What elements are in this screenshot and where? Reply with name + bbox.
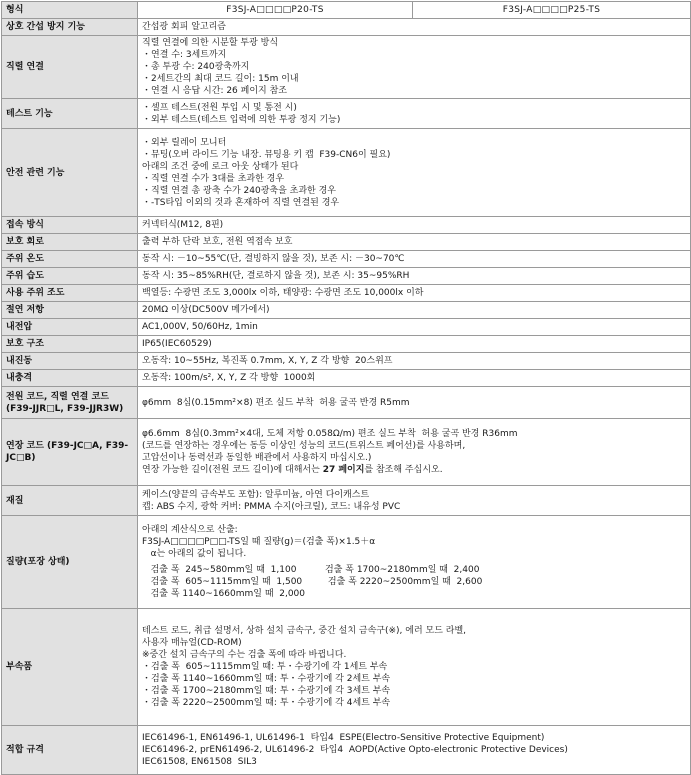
spec-row — [2, 285, 691, 302]
spec-row — [2, 726, 691, 775]
spec-line: ※중간 설치 금속구의 수는 검출 폭에 따라 바뀝니다. — [142, 650, 347, 660]
spec-line: 오동작: 10~55Hz, 복진폭 0.7mm, X, Y, Z 각 방향 20스위프 — [142, 356, 393, 366]
spec-value — [138, 486, 691, 516]
spec-value — [138, 251, 691, 268]
spec-line: 커넥터식(M12, 8핀) — [142, 220, 224, 230]
spec-label: 질량(포장 상태) — [2, 516, 138, 609]
spec-line: IEC61508, EN61508 SIL3 — [142, 757, 257, 767]
spec-value — [138, 319, 691, 336]
spec-label: 내전압 — [2, 319, 138, 336]
spec-row — [2, 387, 691, 419]
spec-label: 연장 코드 (F39-JC□A, F39-JC□B) — [2, 419, 138, 486]
spec-value — [138, 419, 691, 486]
spec-row — [2, 486, 691, 516]
spec-value — [138, 302, 691, 319]
spec-line: ・연결 시 응답 시간: 26 페이지 참조 — [142, 86, 287, 96]
spec-label: 주위 온도 — [2, 251, 138, 268]
spec-value — [138, 217, 691, 234]
spec-label: 접속 방식 — [2, 217, 138, 234]
spec-value — [138, 99, 691, 129]
spec-row — [2, 36, 691, 99]
spec-line: 테스트 로드, 취급 설명서, 상하 설치 금속구, 중간 설치 금속구(※), 에러 모드 라벨, — [142, 626, 467, 636]
spec-value — [138, 516, 691, 609]
spec-label: 내충격 — [2, 370, 138, 387]
spec-value — [138, 609, 691, 726]
spec-line: ・검출 폭 1700~2180mm일 때: 투・수광기에 각 3세트 부속 — [142, 686, 391, 696]
spec-row — [2, 370, 691, 387]
spec-line: 캡: ABS 수지, 광학 커버: PMMA 수지(아크릴), 코드: 내유성 PVC — [142, 501, 401, 512]
spec-row — [2, 609, 691, 726]
spec-line: 동작 시: 35~85%RH(단, 결로하지 않을 것), 보존 시: 35~95%RH — [142, 271, 410, 281]
spec-value — [138, 129, 691, 217]
spec-line: IP65(IEC60529) — [142, 339, 212, 349]
spec-line: 간섭광 회피 알고리즘 — [142, 22, 226, 32]
spec-value — [138, 36, 691, 99]
spec-row — [2, 353, 691, 370]
spec-row — [2, 251, 691, 268]
spec-line: ・외부 테스트(테스트 입력에 의한 투광 정지 기능) — [142, 114, 341, 125]
spec-row — [2, 99, 691, 129]
spec-line: ・검출 폭 605~1115mm일 때: 투・수광기에 각 1세트 부속 — [142, 662, 388, 672]
spec-label: 직렬 연결 — [2, 36, 138, 99]
spec-line: φ6.6mm 8심(0.3mm²×4대, 도체 저항 0.058Ω/m) 편조 실드 부착 허용 굴곡 반경 R36mm — [142, 429, 518, 439]
spec-line: AC1,000V, 50/60Hz, 1min — [142, 322, 258, 332]
spec-line: 연장 가능한 길이(전원 코드 길이)에 대해서는 27 페이지를 참조해 주십시오. — [142, 465, 443, 475]
spec-row — [2, 319, 691, 336]
spec-line: 검출 폭 1140~1660mm일 때 2,000 — [142, 589, 306, 599]
spec-line: 사용자 매뉴얼(CD-ROM) — [142, 638, 242, 648]
spec-line: ・외부 릴레이 모니터 — [142, 137, 227, 148]
spec-label: 주위 습도 — [2, 268, 138, 285]
spec-line: ・연결 수: 3세트까지 — [142, 50, 227, 60]
spec-row — [2, 19, 691, 36]
spec-label: 전원 코드, 직렬 연결 코드 (F39-JJR□L, F39-JJR3W) — [2, 387, 138, 419]
spec-line: 20MΩ 이상(DC500V 메가에서) — [142, 305, 270, 315]
spec-row — [2, 302, 691, 319]
spec-row — [2, 217, 691, 234]
spec-value — [138, 726, 691, 775]
spec-row — [2, 268, 691, 285]
spec-line: ・검출 폭 2220~2500mm일 때: 투・수광기에 각 4세트 부속 — [142, 698, 391, 708]
spec-label: 사용 주위 조도 — [2, 285, 138, 302]
spec-line: 오동작: 100m/s², X, Y, Z 각 방향 1000회 — [142, 373, 316, 383]
spec-line: F3SJ-A□□□□P□□-TS일 때 질량(g)＝(검출 폭)×1.5＋α — [142, 537, 376, 547]
spec-line: ・셀프 테스트(전원 투입 시 및 통전 시) — [142, 102, 297, 113]
spec-value — [138, 19, 691, 36]
spec-row — [2, 336, 691, 353]
spec-line: ・뮤팅(오버 라이드 기능 내장. 뮤팅용 키 캡 F39-CN6이 필요) — [142, 149, 391, 160]
spec-label: 절연 저항 — [2, 302, 138, 319]
spec-label: 내진동 — [2, 353, 138, 370]
spec-line: 케이스(양끝의 금속부도 포함): 알루미늄, 아연 다이캐스트 — [142, 489, 370, 500]
spec-value — [138, 268, 691, 285]
table-header-row — [2, 2, 691, 19]
spec-value — [138, 234, 691, 251]
spec-line: ・검출 폭 1140~1660mm일 때: 투・수광기에 각 2세트 부속 — [142, 674, 391, 684]
spec-line: φ6mm 8심(0.15mm²×8) 편조 실드 부착 허용 굴곡 반경 R5mm — [142, 397, 410, 408]
spec-line: 고압선이나 동력선과 동일한 배관에서 사용하지 마십시오.) — [142, 453, 372, 463]
spec-line: 아래의 조건 중에 로크 아웃 상태가 된다 — [142, 161, 299, 172]
spec-value — [138, 285, 691, 302]
spec-line: 직렬 연결에 의한 시분할 투광 방식 — [142, 38, 279, 48]
spec-line: α는 아래의 값이 됩니다. — [142, 549, 247, 559]
spec-body — [2, 19, 691, 775]
spec-line: (코드를 연장하는 경우에는 동등 이상인 성능의 코드(트위스트 페어선)를 사용하며, — [142, 441, 466, 451]
spec-line: 아래의 계산식으로 산출: — [142, 525, 238, 535]
spec-line: IEC61496-2, prEN61496-2, UL61496-2 타입4 AOPD(Active Opto-electronic Protective Devices) — [142, 745, 568, 755]
spec-table — [1, 1, 691, 775]
spec-label: 보호 구조 — [2, 336, 138, 353]
spec-value — [138, 353, 691, 370]
spec-line: ・직렬 연결 총 광축 수가 240광축을 초과한 경우 — [142, 185, 337, 196]
spec-label: 안전 관련 기능 — [2, 129, 138, 217]
spec-line: 검출 폭 605~1115mm일 때 1,500 검출 폭 2220~2500mm일 때 2,600 — [142, 577, 483, 587]
spec-label: 재질 — [2, 486, 138, 516]
page-reference: 27 페이지 — [322, 465, 365, 475]
spec-value — [138, 370, 691, 387]
spec-label: 상호 간섭 방지 기능 — [2, 19, 138, 36]
spec-value — [138, 387, 691, 419]
spec-line: ・2세트간의 최대 코드 길이: 15m 이내 — [142, 74, 299, 84]
spec-line: ・-TS타입 이외의 것과 혼재하여 직렬 연결된 경우 — [142, 197, 340, 208]
spec-line: IEC61496-1, EN61496-1, UL61496-1 타입4 ESPE(Electro-Sensitive Protective Equipment) — [142, 733, 545, 743]
spec-line: 백열등: 수광면 조도 3,000lx 이하, 태양광: 수광면 조도 10,000lx 이하 — [142, 288, 424, 298]
model-a: F3SJ-A□□□□P20-TS — [138, 2, 413, 19]
spec-value — [138, 336, 691, 353]
spec-row — [2, 516, 691, 609]
spec-label: 테스트 기능 — [2, 99, 138, 129]
spec-label: 적합 규격 — [2, 726, 138, 775]
spec-row — [2, 419, 691, 486]
spec-line: ・직렬 연결 수가 3대를 초과한 경우 — [142, 173, 285, 184]
spec-line: ・총 투광 수: 240광축까지 — [142, 62, 250, 72]
spec-row — [2, 129, 691, 217]
model-b: F3SJ-A□□□□P25-TS — [413, 2, 691, 19]
spec-row — [2, 234, 691, 251]
spec-line: 동작 시: －10~55℃(단, 결빙하지 않을 것), 보존 시: －30~70℃ — [142, 254, 405, 264]
spec-line: 검출 폭 245~580mm일 때 1,100 검출 폭 1700~2180mm일 때 2,400 — [142, 565, 480, 575]
spec-line: 출력 부하 단락 보호, 전원 역접속 보호 — [142, 237, 293, 247]
model-label: 형식 — [2, 2, 138, 19]
spec-label: 부속품 — [2, 609, 138, 726]
spec-label: 보호 회로 — [2, 234, 138, 251]
